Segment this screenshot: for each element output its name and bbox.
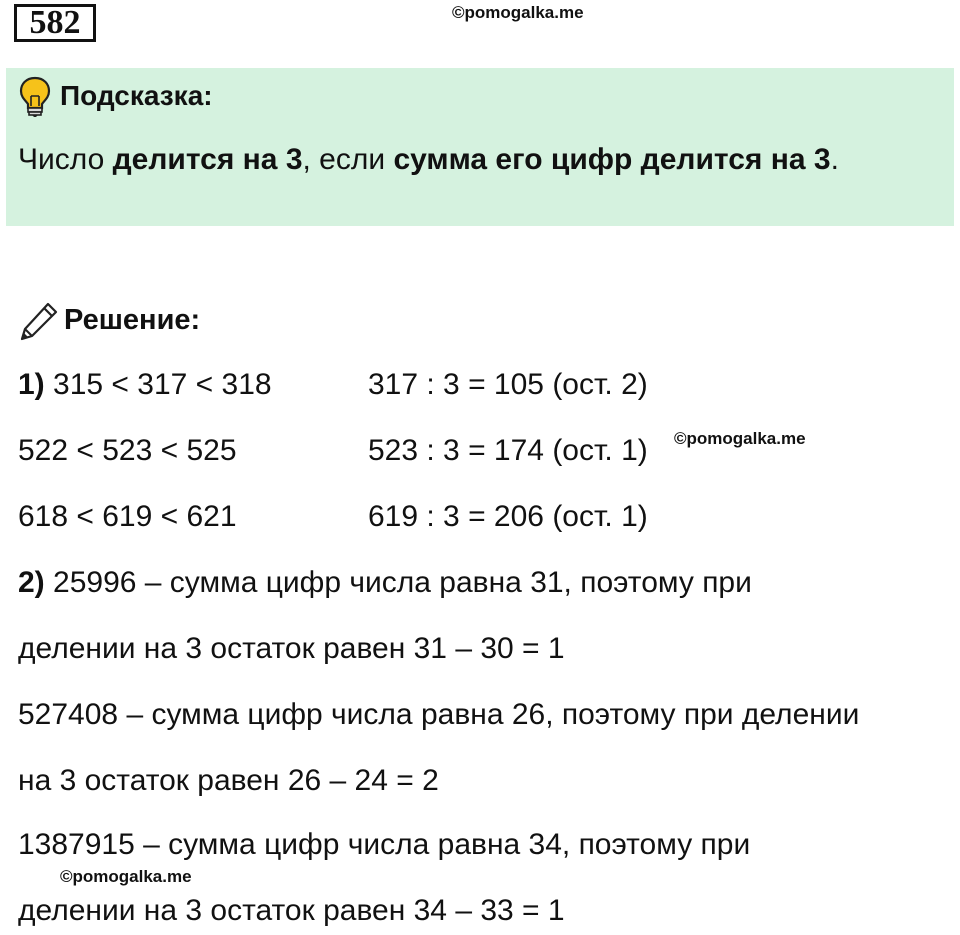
hint-text-part: Число — [18, 143, 113, 176]
part1-row-1-division: 317 : 3 = 105 (ост. 2) — [368, 368, 648, 401]
part1-row-2-compare: 522 < 523 < 525 — [18, 434, 237, 467]
part1-row-1-compare — [18, 368, 272, 402]
hint-text-bold: сумма его цифр делится на 3 — [393, 143, 831, 176]
pencil-icon — [18, 300, 60, 342]
watermark-top: ©pomogalka.me — [452, 3, 584, 22]
watermark-middle: ©pomogalka.me — [674, 429, 806, 448]
hint-text-bold: делится на 3 — [112, 143, 303, 176]
part1-row-3-compare: 618 < 619 < 621 — [18, 500, 237, 533]
hint-text-part: , если — [302, 143, 394, 176]
part2-label: 2) — [18, 566, 45, 599]
part2-line-1 — [18, 566, 752, 600]
compare-text: 315 < 317 < 318 — [53, 368, 272, 401]
part2-line-3: 527408 – сумма цифр числа равна 26, поэтому при делении — [18, 698, 860, 731]
part1-label: 1) — [18, 368, 45, 401]
part1-row-3-division: 619 : 3 = 206 (ост. 1) — [368, 500, 648, 533]
part2-line-5: 1387915 – сумма цифр числа равна 34, поэтому при — [18, 828, 751, 861]
part2-text: 25996 – сумма цифр числа равна 31, поэтому при — [53, 566, 752, 599]
lightbulb-icon — [18, 76, 52, 118]
part2-line-6: делении на 3 остаток равен 34 – 33 = 1 — [18, 894, 565, 927]
part2-line-4: на 3 остаток равен 26 – 24 = 2 — [18, 764, 439, 797]
part1-row-2-division: 523 : 3 = 174 (ост. 1) — [368, 434, 648, 467]
hint-text-part: . — [830, 143, 839, 176]
hint-text — [18, 143, 839, 177]
watermark-bottom: ©pomogalka.me — [60, 867, 192, 886]
hint-title: Подсказка: — [60, 80, 213, 111]
solution-title: Решение: — [64, 304, 201, 336]
part2-line-2: делении на 3 остаток равен 31 – 30 = 1 — [18, 632, 565, 665]
problem-number: 582 — [14, 4, 96, 42]
